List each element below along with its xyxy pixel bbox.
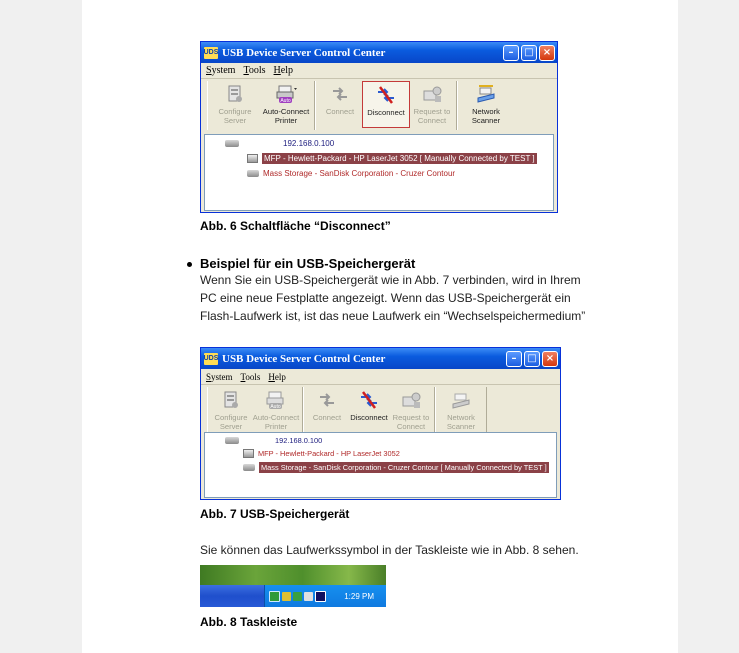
toolbar-group-connection [303, 387, 435, 432]
disconnect-button[interactable]: Disconnect [362, 81, 410, 128]
connect-icon [329, 83, 351, 105]
network-scanner-button[interactable]: Network Scanner [460, 81, 512, 128]
connect-icon [316, 389, 338, 411]
messenger-tray-icon[interactable] [304, 592, 313, 601]
control-center-window-fig7 [200, 347, 561, 500]
menu-system[interactable]: System [206, 371, 233, 382]
network-tray-icon[interactable] [282, 592, 291, 601]
media-tray-icon[interactable] [315, 591, 326, 602]
tree-server-row[interactable]: 192.168.0.100 [225, 139, 334, 148]
window-title: USB Device Server Control Center [222, 352, 386, 365]
connect-button[interactable]: Connect [318, 81, 362, 128]
window-title: USB Device Server Control Center [222, 46, 386, 59]
disconnect-icon [375, 84, 397, 106]
toolbar [201, 79, 557, 131]
title-bar [201, 42, 557, 63]
bullet-dot [187, 262, 192, 267]
toolbar [201, 385, 560, 433]
toolbar-group-server [207, 387, 303, 432]
maximize-icon[interactable]: □ [524, 351, 540, 367]
maximize-icon[interactable]: □ [521, 45, 537, 61]
auto-connect-printer-button[interactable]: Auto Auto-Connect Printer [252, 387, 300, 431]
close-icon[interactable]: × [539, 45, 555, 61]
minimize-icon[interactable]: – [506, 351, 522, 367]
menu-help[interactable]: Help [268, 371, 286, 382]
tree-device-storage[interactable]: Mass Storage - SanDisk Corporation - Cruzer Contour [ Manually Connected by TEST ] [243, 462, 549, 473]
toolbar-group-connection [315, 81, 457, 130]
section-line-1: Wenn Sie ein USB-Speichergerät wie in Abb. 7 verbinden, wird in Ihrem [200, 273, 581, 287]
minimize-icon[interactable]: – [503, 45, 519, 61]
menu-system[interactable]: System [206, 65, 236, 76]
section-title: Beispiel für ein USB-Speichergerät [200, 256, 416, 271]
toolbar-group-server [207, 81, 315, 130]
request-to-connect-button[interactable]: Request to Connect [410, 81, 454, 128]
tree-device-printer[interactable]: MFP - Hewlett-Packard - HP LaserJet 3052 [243, 449, 400, 458]
menu-help[interactable]: Help [273, 65, 293, 76]
menu-bar [201, 369, 560, 385]
disconnect-button[interactable]: Disconnect [348, 387, 390, 431]
system-tray [264, 585, 386, 607]
scanner-icon [450, 389, 472, 411]
configure-server-button[interactable]: Configure Server [210, 387, 252, 431]
connect-button[interactable]: Connect [306, 387, 348, 431]
toolbar-group-scanner [457, 81, 514, 130]
svg-text:Auto: Auto [280, 98, 291, 104]
request-to-connect-button[interactable]: Request to Connect [390, 387, 432, 431]
section-line-2: PC eine neue Festplatte angezeigt. Wenn das USB-Speichergerät ein [200, 291, 571, 305]
menu-tools[interactable]: Tools [243, 65, 266, 76]
taskbar [200, 585, 386, 607]
uds-logo: UDS [204, 353, 218, 365]
figure-7-caption: Abb. 7 USB-Speichergerät [200, 507, 350, 521]
printer-icon [247, 154, 258, 163]
taskbar-paragraph: Sie können das Laufwerkssymbol in der Taskleiste wie in Abb. 8 sehen. [200, 543, 579, 557]
figure-6-caption: Abb. 6 Schaltfläche “Disconnect” [200, 219, 391, 233]
auto-printer-icon [265, 389, 287, 411]
desktop-background [200, 565, 386, 585]
menu-bar [201, 63, 557, 79]
auto-printer-icon [275, 83, 297, 105]
control-center-window-fig6 [200, 41, 558, 213]
close-icon[interactable]: × [542, 351, 558, 367]
figure-8-caption: Abb. 8 Taskleiste [200, 615, 298, 629]
uds-logo: UDS [204, 47, 218, 59]
clock[interactable]: 1:29 PM [344, 591, 374, 601]
configure-server-button[interactable]: Configure Server [210, 81, 260, 128]
usb-drive-icon [247, 170, 259, 177]
taskbar-screenshot [200, 565, 386, 607]
svg-text:Auto: Auto [270, 404, 281, 410]
toolbar-group-scanner [435, 387, 487, 432]
scanner-icon [475, 83, 497, 105]
usb-drive-icon [243, 464, 255, 471]
server-icon [225, 140, 239, 147]
usb-drive-tray-icon[interactable] [269, 591, 280, 602]
configure-icon [220, 389, 242, 411]
menu-tools[interactable]: Tools [240, 371, 261, 382]
device-tree [204, 134, 554, 211]
tree-server-row[interactable]: 192.168.0.100 [225, 436, 322, 445]
printer-icon [243, 449, 254, 458]
tree-device-storage[interactable]: Mass Storage - SanDisk Corporation - Cruzer Contour [247, 169, 455, 178]
request-icon [400, 389, 422, 411]
antivirus-tray-icon[interactable] [293, 592, 302, 601]
server-icon [225, 437, 239, 444]
network-scanner-button[interactable]: Network Scanner [438, 387, 484, 431]
tree-device-printer[interactable]: MFP - Hewlett-Packard - HP LaserJet 3052 [ Manually Connected by TEST ] [247, 153, 537, 164]
auto-connect-printer-button[interactable]: Auto Auto-Connect Printer [260, 81, 312, 128]
title-bar [201, 348, 560, 369]
disconnect-icon [358, 389, 380, 411]
section-line-3: Flash-Laufwerk ist, ist das neue Laufwerk ein “Wechselspeichermedium” [200, 309, 586, 323]
configure-icon [224, 83, 246, 105]
device-tree [204, 432, 557, 498]
request-icon [421, 83, 443, 105]
